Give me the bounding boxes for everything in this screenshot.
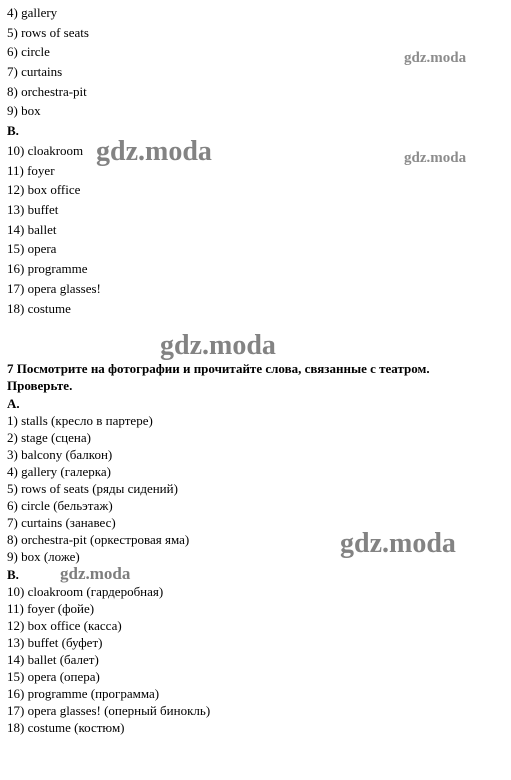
- list-item: 16) programme (программа): [7, 686, 160, 701]
- list-item: 9) box (ложе): [7, 549, 80, 564]
- watermark: gdz.moda: [404, 150, 467, 166]
- list-item: 1) stalls (кресло в партере): [7, 413, 153, 428]
- list-item: 15) opera: [7, 241, 57, 256]
- list-item: 11) foyer (фойе): [7, 601, 95, 616]
- list-item: 4) gallery (галерка): [7, 464, 111, 479]
- list-item: 10) cloakroom (гардеробная): [7, 584, 164, 599]
- list-item: 10) cloakroom: [7, 143, 84, 158]
- list-item: 7) curtains: [7, 64, 63, 79]
- list-item: 2) stage (сцена): [7, 430, 91, 445]
- list-item: 3) balcony (балкон): [7, 447, 113, 462]
- watermark: gdz.moda: [340, 528, 456, 559]
- list-item: 5) rows of seats (ряды сидений): [7, 481, 178, 496]
- watermark: gdz.moda: [404, 50, 467, 66]
- list-item: 17) opera glasses!: [7, 281, 101, 296]
- list-item: 9) box: [7, 103, 41, 118]
- task-heading: 7 Посмотрите на фотографии и прочитайте слова, связанные с театром.: [7, 361, 430, 376]
- list-item: 17) opera glasses! (оперный бинокль): [7, 703, 211, 718]
- list-item: 15) opera (опера): [7, 669, 100, 684]
- watermark: gdz.moda: [160, 330, 276, 361]
- watermark: gdz.moda: [96, 136, 212, 167]
- list-item: 13) buffet (буфет): [7, 635, 103, 650]
- list-item: 4) gallery: [7, 5, 58, 20]
- list-item: 16) programme: [7, 261, 88, 276]
- section-label-a: A.: [7, 396, 20, 411]
- list-item: 8) orchestra-pit: [7, 84, 87, 99]
- list-item: 11) foyer: [7, 163, 55, 178]
- list-item: 6) circle (бельэтаж): [7, 498, 113, 513]
- list-item: 13) buffet: [7, 202, 59, 217]
- list-item: 18) costume (костюм): [7, 720, 125, 735]
- section-label-b-2: B.: [7, 567, 19, 582]
- list-item: 5) rows of seats: [7, 25, 89, 40]
- list-item: 7) curtains (занавес): [7, 515, 116, 530]
- watermark: gdz.moda: [60, 564, 131, 583]
- list-item: 8) orchestra-pit (оркестровая яма): [7, 532, 190, 547]
- section-label-b: B.: [7, 123, 19, 138]
- list-item: 14) ballet (балет): [7, 652, 99, 667]
- list-item: 12) box office: [7, 182, 81, 197]
- list-item: 6) circle: [7, 44, 50, 59]
- list-item: 12) box office (касса): [7, 618, 122, 633]
- task-heading-cont: Проверьте.: [7, 378, 73, 393]
- list-item: 18) costume: [7, 301, 71, 316]
- list-item: 14) ballet: [7, 222, 57, 237]
